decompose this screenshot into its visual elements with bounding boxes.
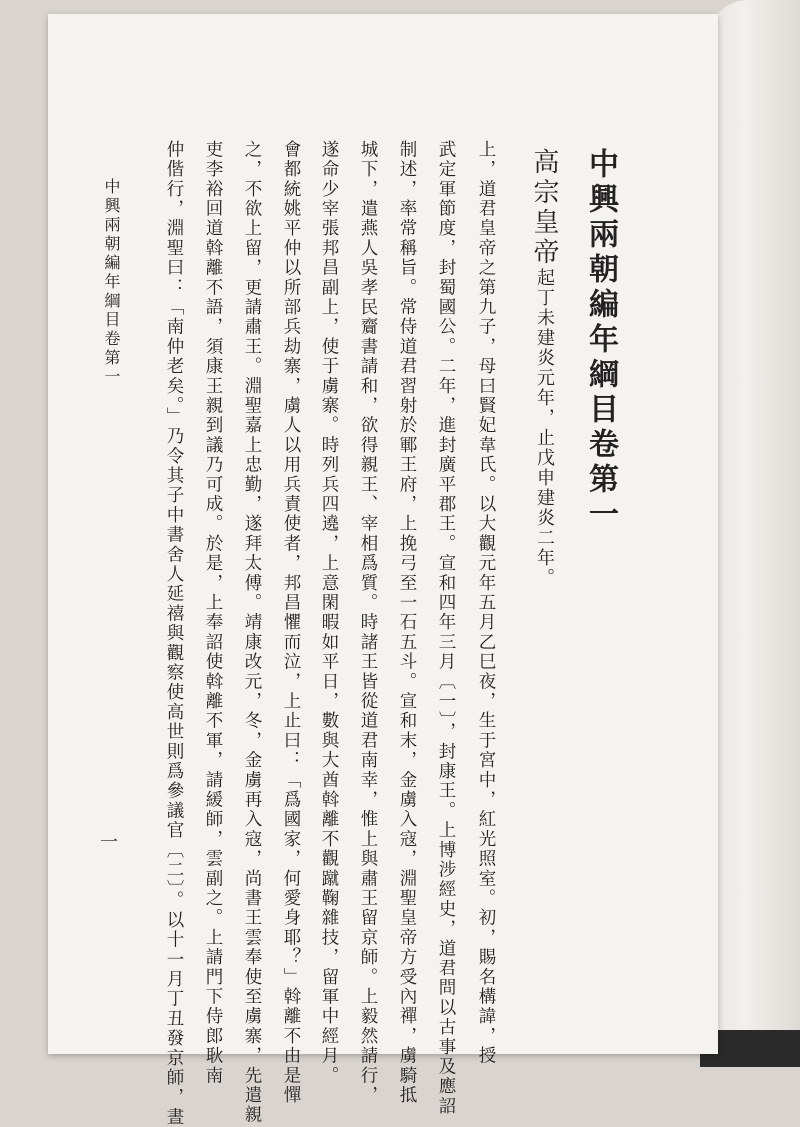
emperor-heading	[526, 148, 563, 588]
text-line-4: 城下，遣燕人吳孝民齎書請和，欲得親王、宰相爲質。時諸王皆從道君南幸，惟上與肅王留京師。上毅然請行，	[358, 140, 378, 1106]
text-line-2: 武定軍節度，封蜀國公。二年，進封廣平郡王。宣和四年三月〔一〕，封康王。上博涉經史，道君問以古事及應詔	[436, 140, 456, 1117]
emperor-name: 高宗皇帝	[529, 148, 559, 268]
text-line-7: 之，不欲上留，更請肅王。淵聖嘉上忠勤，遂拜太傅。靖康改元，冬，金虜再入寇，尚書王雲奉使至虜寨，先遣親	[242, 140, 262, 1125]
text-line-6: 會都統姚平仲以所部兵劫寨，虜人以用兵責使者，邦昌懼而泣，上止曰：「爲國家，何愛身耶？」斡離不由是憚	[281, 140, 301, 1106]
running-head: 中興兩朝編年綱目卷第一	[102, 178, 121, 387]
emperor-note: 起丁未建炎元年，止戊申建炎二年。	[534, 268, 555, 588]
text-line-8: 吏李裕回道斡離不語，須康王親到議乃可成。於是，上奉詔使斡離不軍，請緩師，雲副之。上請門下侍郎耿南	[203, 140, 223, 1086]
page-number: 一	[97, 832, 118, 852]
text-line-1: 上，道君皇帝之第九子，母曰賢妃韋氏。以大觀元年五月乙巳夜，生于宮中，紅光照室。初，賜名構諱，授	[476, 140, 496, 1066]
text-line-3: 制述，率常稱旨。常侍道君習射於鄆王府，上挽弓至一石五斗。宣和末，金虜入寇，淵聖皇帝方受內禪，虜騎抵	[397, 140, 417, 1106]
facing-page-edge	[708, 0, 800, 1067]
text-line-9: 仲偕行，淵聖曰：「南仲老矣。」乃令其子中書舍人延禧與觀察使高世則爲參議官〔二〕。以十一月丁丑發京師，晝	[164, 140, 184, 1127]
chapter-title: 中興兩朝編年綱目卷第一	[583, 148, 618, 533]
text-line-5: 遂命少宰張邦昌副上，使于虜寨。時列兵四遶，上意閑暇如平日，數與大酋斡離不觀蹴鞠雜技，留軍中經月。	[319, 140, 339, 1086]
